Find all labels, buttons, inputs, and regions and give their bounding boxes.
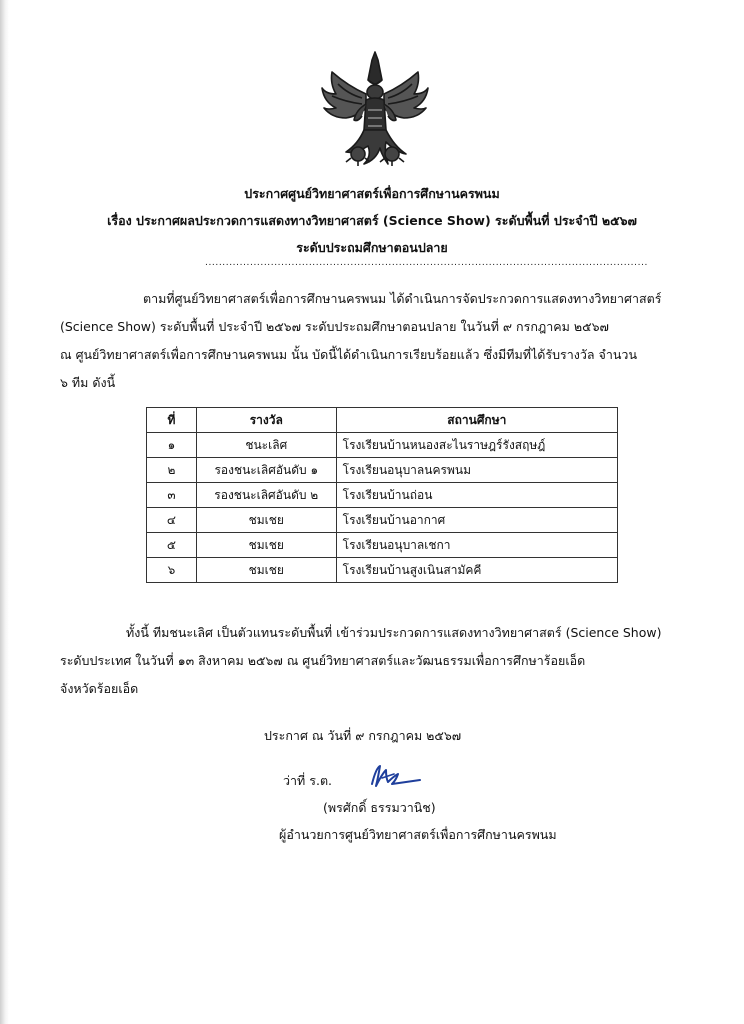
signer-name: (พรศักดิ์ ธรรมวานิช): [323, 800, 436, 815]
cell-number: ๖: [147, 558, 197, 583]
paragraph-line: ทั้งนี้ ทีมชนะเลิศ เป็นตัวแทนระดับพื้นที่ เข้าร่วมประกวดการแสดงทางวิทยาศาสตร์ (Science Show): [126, 625, 662, 640]
paragraph-line: (Science Show) ระดับพื้นที่ ประจำปี ๒๕๖๗ ระดับประถมศึกษาตอนปลาย ในวันที่ ๙ กรกฎาคม ๒๕๖๗: [60, 319, 609, 334]
paragraph-line: จังหวัดร้อยเอ็ด: [60, 681, 139, 696]
cell-number: ๓: [147, 483, 197, 508]
cell-number: ๑: [147, 433, 197, 458]
garuda-emblem-icon: [318, 50, 432, 168]
awards-table: [146, 407, 618, 583]
paragraph-intro: [60, 313, 686, 397]
table-header-row: [147, 408, 618, 433]
handwritten-signature: [364, 760, 426, 794]
announcement-level: ระดับประถมศึกษาตอนปลาย: [296, 240, 448, 255]
cell-award: ชมเชย: [196, 558, 336, 583]
cell-school: โรงเรียนบ้านถ่อน: [336, 483, 617, 508]
paragraph-conclusion-first-line: [126, 619, 666, 647]
table-row: [147, 458, 618, 483]
page-edge-shadow: [0, 0, 9, 1024]
cell-school: โรงเรียนบ้านหนองสะไนราษฎร์รังสฤษฎ์: [336, 433, 617, 458]
paragraph-line: ๖ ทีม ดังนี้: [60, 375, 116, 390]
cell-award: รองชนะเลิศอันดับ ๑: [196, 458, 336, 483]
cell-award: ชนะเลิศ: [196, 433, 336, 458]
cell-award: ชมเชย: [196, 533, 336, 558]
cell-school: โรงเรียนบ้านสูงเนินสามัคคี: [336, 558, 617, 583]
cell-award: ชมเชย: [196, 508, 336, 533]
paragraph-conclusion: [60, 647, 686, 703]
cell-number: ๔: [147, 508, 197, 533]
announcement-date: ประกาศ ณ วันที่ ๙ กรกฎาคม ๒๕๖๗: [264, 728, 462, 743]
cell-school: โรงเรียนบ้านอากาศ: [336, 508, 617, 533]
paragraph-line: ระดับประเทศ ในวันที่ ๑๓ สิงหาคม ๒๕๖๗ ณ ศูนย์วิทยาศาสตร์และวัฒนธรรมเพื่อการศึกษาร้อยเอ็ด: [60, 653, 586, 668]
announcement-subject: เรื่อง ประกาศผลประกวดการแสดงทางวิทยาศาสตร์ (Science Show) ระดับพื้นที่ ประจำปี ๒๕๖๗: [107, 213, 637, 228]
table-row: [147, 433, 618, 458]
cell-school: โรงเรียนอนุบาลนครพนม: [336, 458, 617, 483]
paragraph-line: ตามที่ศูนย์วิทยาศาสตร์เพื่อการศึกษานครพนม ได้ดำเนินการจัดประกวดการแสดงทางวิทยาศาสตร์: [143, 291, 662, 306]
table-row: [147, 558, 618, 583]
cell-school: โรงเรียนอนุบาลเชกา: [336, 533, 617, 558]
cell-number: ๕: [147, 533, 197, 558]
table-row: [147, 508, 618, 533]
column-header-number: ที่: [147, 408, 197, 433]
dotted-divider: ................................................................................................................................: [205, 258, 648, 268]
announcement-title: ประกาศศูนย์วิทยาศาสตร์เพื่อการศึกษานครพนม: [244, 186, 500, 201]
table-row: [147, 533, 618, 558]
signer-position: ผู้อำนวยการศูนย์วิทยาศาสตร์เพื่อการศึกษานครพนม: [279, 827, 557, 842]
paragraph-line: ณ ศูนย์วิทยาศาสตร์เพื่อการศึกษานครพนม นั้น บัดนี้ได้ดำเนินการเรียบร้อยแล้ว ซึ่งมีทีมที่ได้รับรางวัล จำนวน: [60, 347, 637, 362]
acting-rank: ว่าที่ ร.ต.: [283, 773, 333, 788]
cell-award: รองชนะเลิศอันดับ ๒: [196, 483, 336, 508]
column-header-award: รางวัล: [196, 408, 336, 433]
paragraph-intro-first-line: [143, 285, 683, 313]
table-row: [147, 483, 618, 508]
column-header-school: สถานศึกษา: [336, 408, 617, 433]
cell-number: ๒: [147, 458, 197, 483]
